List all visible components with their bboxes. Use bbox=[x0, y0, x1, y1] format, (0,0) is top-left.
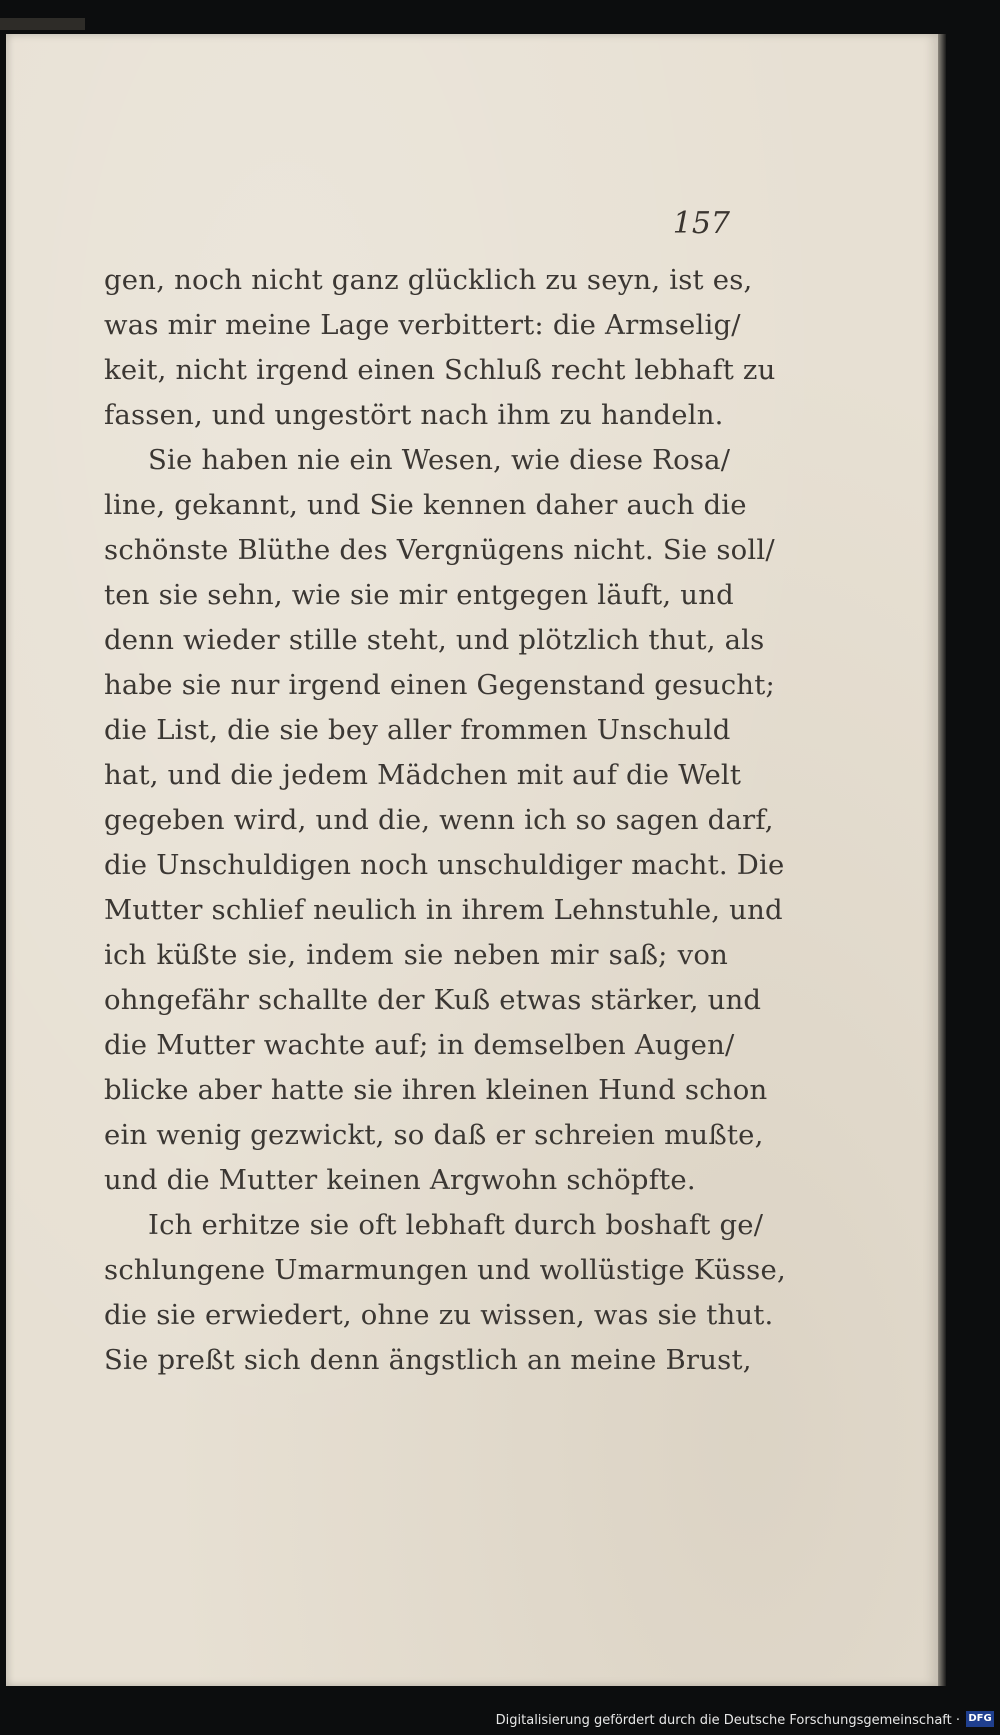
text-line: schlungene Umarmungen und wollüstige Küsse, bbox=[104, 1254, 786, 1286]
text-line: ein wenig gezwickt, so daß er schreien mußte, bbox=[104, 1119, 764, 1151]
text-line: denn wieder stille steht, und plötzlich thut, als bbox=[104, 624, 765, 656]
text-line: line, gekannt, und Sie kennen daher auch die bbox=[104, 489, 747, 521]
paragraph-start-line: Ich erhitze sie oft lebhaft durch boshaft ge/ bbox=[148, 1209, 764, 1241]
page-edge-shadow bbox=[938, 34, 946, 1686]
text-line: die Unschuldigen noch unschuldiger macht. Die bbox=[104, 849, 785, 881]
text-line: blicke aber hatte sie ihren kleinen Hund schon bbox=[104, 1074, 768, 1106]
text-line: habe sie nur irgend einen Gegenstand gesucht; bbox=[104, 669, 775, 701]
text-line: keit, nicht irgend einen Schluß recht lebhaft zu bbox=[104, 354, 776, 386]
text-line: Sie preßt sich denn ängstlich an meine Brust, bbox=[104, 1344, 752, 1376]
paragraph-start-line: Sie haben nie ein Wesen, wie diese Rosa/ bbox=[148, 444, 731, 476]
text-line: fassen, und ungestört nach ihm zu handeln. bbox=[104, 399, 724, 431]
body-text bbox=[104, 258, 786, 1383]
text-line: was mir meine Lage verbittert: die Armselig/ bbox=[104, 309, 741, 341]
text-line: gegeben wird, und die, wenn ich so sagen darf, bbox=[104, 804, 774, 836]
text-line: ohngefähr schallte der Kuß etwas stärker, und bbox=[104, 984, 762, 1016]
page-number: 157 bbox=[672, 206, 730, 241]
text-line: hat, und die jedem Mädchen mit auf die Welt bbox=[104, 759, 742, 791]
text-line: die Mutter wachte auf; in demselben Augen/ bbox=[104, 1029, 735, 1061]
text-line: die sie erwiedert, ohne zu wissen, was sie thut. bbox=[104, 1299, 774, 1331]
text-line: ten sie sehn, wie sie mir entgegen läuft, und bbox=[104, 579, 734, 611]
book-edge bbox=[0, 18, 85, 30]
text-line: ich küßte sie, indem sie neben mir saß; von bbox=[104, 939, 728, 971]
digitization-credit: Digitalisierung gefördert durch die Deutsche Forschungsgemeinschaft · bbox=[495, 1713, 960, 1728]
text-line: gen, noch nicht ganz glücklich zu seyn, ist es, bbox=[104, 264, 753, 296]
text-line: schönste Blüthe des Vergnügens nicht. Sie soll/ bbox=[104, 534, 775, 566]
dfg-logo: DFG bbox=[966, 1711, 994, 1727]
text-line: die List, die sie bey aller frommen Unschuld bbox=[104, 714, 731, 746]
text-line: Mutter schlief neulich in ihrem Lehnstuhle, und bbox=[104, 894, 783, 926]
text-line: und die Mutter keinen Argwohn schöpfte. bbox=[104, 1164, 696, 1196]
